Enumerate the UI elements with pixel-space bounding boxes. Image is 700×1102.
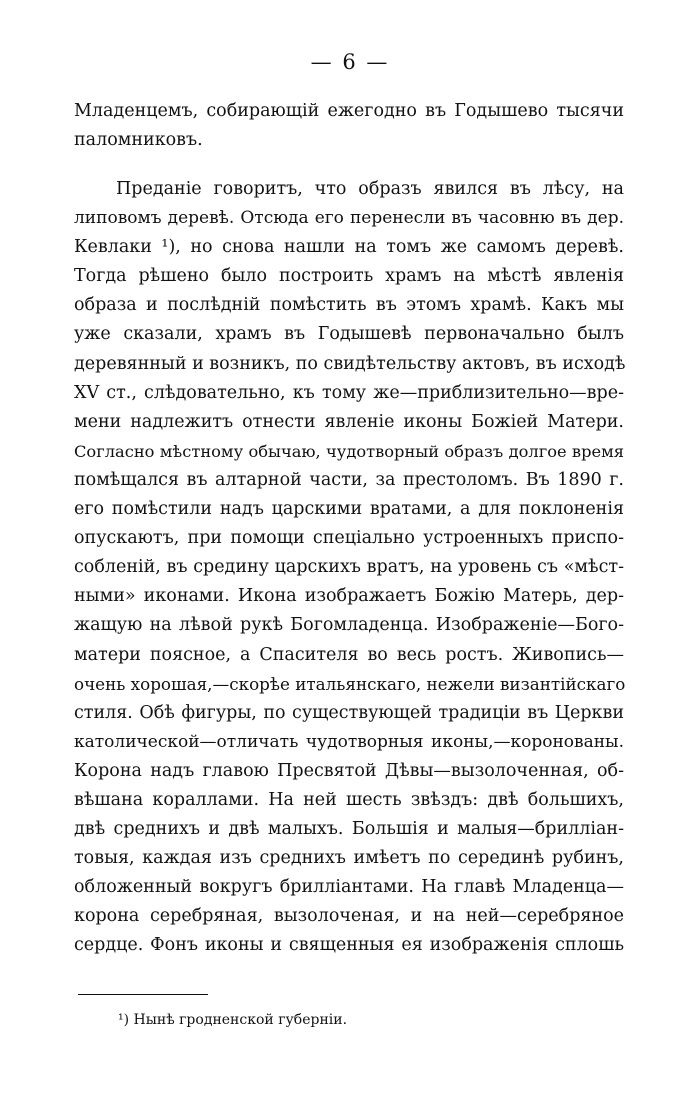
text-line: жащую на лѣвой рукѣ Богомладенца. Изображеніе—Бого- (74, 615, 624, 636)
text-line: уже сказали, храмъ въ Годышевѣ первоначально былъ (74, 324, 624, 345)
text-line: католической—отличать чудотворныя иконы,—коронованы. (74, 731, 624, 752)
text-line: Младенцемъ, собирающій ежегодно въ Годышево тысячи (74, 101, 624, 121)
text-line: помѣщался въ алтарной части, за престоломъ. Въ 1890 г. (74, 469, 624, 490)
paragraph-1 (74, 97, 624, 155)
text-line: вѣшана кораллами. На ней шесть звѣздъ: двѣ большихъ, (74, 789, 624, 810)
text-line: обложенный вокругъ брилліантами. На главѣ Младенца— (74, 877, 624, 898)
paragraph-2 (74, 175, 624, 961)
footnote-divider (78, 994, 208, 995)
text-line: деревянный и возникъ, по свидѣтельству актовъ, въ исходѣ (74, 353, 626, 374)
text-line: корона серебряная, вызолоченая, и на ней—серебряное (74, 906, 624, 927)
text-line: его помѣстили надъ царскими вратами, а для поклоненія (74, 499, 624, 520)
text-line: товыя, каждая изъ среднихъ имѣетъ по серединѣ рубинъ, (74, 848, 624, 869)
text-line: собленій, въ средину царскихъ вратъ, на уровень съ «мѣст- (74, 557, 624, 578)
page-number: — 6 — (310, 50, 390, 74)
text-line: Преданіе говоритъ, что образъ явился въ лѣсу, на (116, 179, 624, 199)
text-line: паломниковъ. (74, 130, 203, 151)
text-line: матери поясное, а Спасителя во весь ростъ. Живопись— (74, 644, 624, 665)
text-line: очень хорошая,—скорѣе итальянскаго, нежели византійскаго (74, 673, 626, 694)
text-line: сердце. Фонъ иконы и священныя ея изображенія сплошь (74, 935, 624, 956)
footnote: ¹) Нынѣ гродненской губерніи. (118, 1012, 348, 1028)
text-line: ными» иконами. Икона изображаетъ Божію Матерь, дер- (74, 586, 624, 607)
text-line: липовомъ деревѣ. Отсюда его перенесли въ часовню въ дер. (74, 208, 624, 229)
text-line: образа и послѣдній помѣстить въ этомъ храмѣ. Какъ мы (74, 295, 624, 316)
text-line: Корона надъ главою Пресвятой Дѣвы—вызолоченная, об- (74, 760, 624, 781)
text-line: двѣ среднихъ и двѣ малыхъ. Большія и малыя—брилліан- (74, 819, 624, 840)
text-line: XV ст., слѣдовательно, къ тому же—приблизительно—вре- (74, 382, 624, 403)
text-line: опускаютъ, при помощи спеціально устроенныхъ приспо- (74, 528, 624, 549)
text-line: мени надлежитъ отнести явленіе иконы Божіей Матери. (74, 411, 624, 432)
text-line: стиля. Обѣ фигуры, по существующей традиціи въ Церкви (74, 702, 624, 723)
text-line: Согласно мѣстному обычаю, чудотворный образъ долгое время (74, 441, 624, 461)
text-line: Кевлаки ¹), но снова нашли на томъ же самомъ деревѣ. (74, 237, 624, 258)
text-line: Тогда рѣшено было построить храмъ на мѣстѣ явленія (74, 266, 624, 287)
